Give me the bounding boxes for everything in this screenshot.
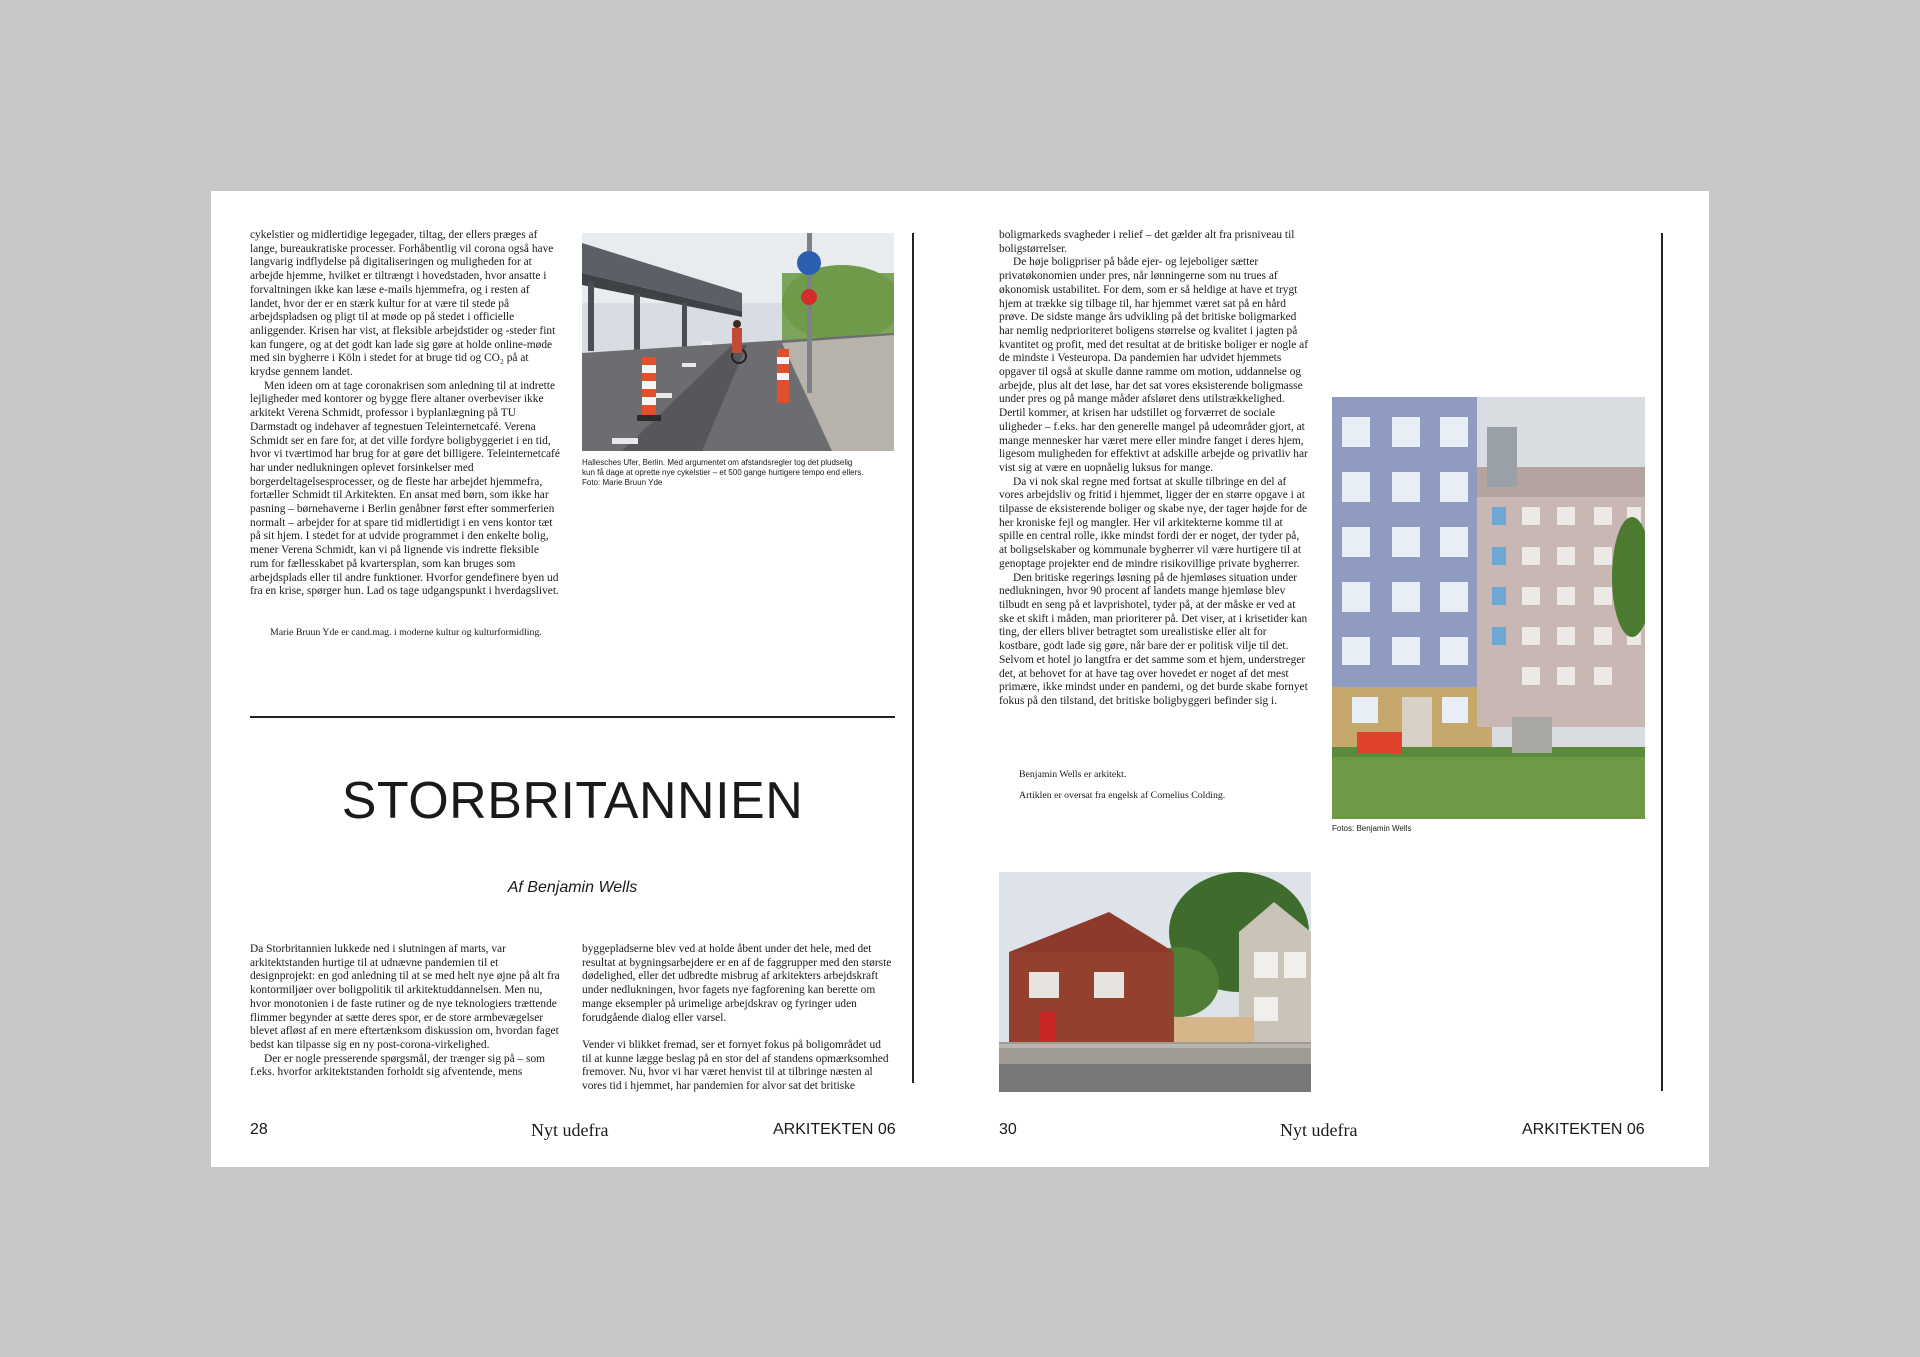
article-headline: STORBRITANNIEN [341,772,804,830]
magazine-title: ARKITEKTEN 06 [1522,1121,1645,1138]
author-note: Marie Bruun Yde er cand.mag. i moderne kultur og kulturformidling. [270,627,542,638]
left-column-text [250,229,560,599]
column-divider [912,233,914,1083]
page-number: 28 [250,1121,268,1138]
page-number: 30 [999,1121,1017,1138]
paragraph: boligmarkeds svagheder i relief – det gælder alt fra prisniveau til boligstørrelser. [999,229,1295,255]
paragraph: Den britiske regerings løsning på de hjemløses situation under nedlukningen, hvor 90 procent af landets mange hjemløse blev tilbudt en seng på et lavprishotel, tyder på, at der måske er ved at ske et skift i måden, man prioriterer på. Det viser, at i krisetider kan ting, der ellers bliver betragtet som urealistiske eller alt for kostbare, godt lade sig gøre, når bare der er politisk vilje til det. Selvom et hotel jo langtfra er det samme som et hjem, understreger det, at behovet for at have tag over hovedet er noget af det mest primære, ikke mindst under en pandemi, og det burde skabe fornyet fokus på den tilstand, det britiske boligbyggeri befinder sig i. [999,571,1308,707]
article-column-1 [250,943,560,1093]
photo-berlin-cycle-lane [582,233,894,451]
translation-note: Artiklen er oversat fra engelsk af Cornelius Colding. [1019,790,1226,801]
paragraph: Da vi nok skal regne med fortsat at skulle tilbringe en del af vores arbejdsliv og fritid i hjemmet, ligger der en større opgave i at tilpasse de eksisterende boliger og skabe nye, der tager højde for de her kroniske fejl og mangler. Her vil arkitekterne komme til at spille en central rolle, ikke mindst fordi der er noget, der tyder på, at boligselskaber og kommunale bygherrer vil være hurtigere til at genoptage projekter end de mindre risikovillige private bygherrer. [999,475,1308,570]
right-column-text [999,229,1309,709]
article-byline: Af Benjamin Wells [507,879,638,896]
section-title: Nyt udefra [531,1120,609,1140]
caption-line: Hallesches Ufer, Berlin. Med argumentet om afstandsregler tog det pludselig [582,458,853,467]
magazine-title: ARKITEKTEN 06 [773,1121,896,1138]
paragraph: Der er nogle presserende spørgsmål, der trænger sig på – som f.eks. hvorfor arkitektstanden forholdt sig afventende, mens [250,1052,546,1079]
magazine-spread [211,191,1709,1167]
paragraph: cykelstier og midlertidige legegader, tiltag, der ellers præges af lange, bureaukratiske processer. Forhåbentlig vil corona også have langvarig indflydelse på digitaliseringen og muligheden for at arbejde hjemme, hvilket er tiltrængt i hovedstaden, hvor ansatte i forvaltningen ikke kan læse e-mails hjemmefra, og i resten af landet, hvor der er en stærk kultur for at være til stede på arbejdspladsen og pligt til at møde op på stedet i officielle anliggender. Krisen har vist, at fleksible arbejdstider og -steder fint kan fungere, og at det godt kan lade sig gøre at holde online-møde med sin bygherre i Köln i stedet for at bruge tid og CO₂ på at krydse gennem landet. [250,229,556,379]
photo-credit: Fotos: Benjamin Wells [1332,824,1412,833]
section-title: Nyt udefra [1280,1120,1358,1140]
paragraph: Vender vi blikket fremad, ser et fornyet fokus på boligområdet ud til at kunne lægge beslag på en stor del af standens opmærksomhed fremover. Nu, hvor vi har været henvist til at tilbringe næsten al vores tid i hjemmet, har pandemien for alvor sat det britiske [582,1038,889,1093]
author-note: Benjamin Wells er arkitekt. [1019,769,1127,780]
photo-uk-terraced-houses [999,872,1311,1092]
paragraph: De høje boligpriser på både ejer- og lejeboliger sætter privatøkonomien under pres, når lønningerne som nu trues af økonomisk ustabilitet. For dem, som er så heldige at have et trygt hjem at trække sig tilbage til, har hjemmet været sat på en hård prøve. De sidste mange års udvikling på det britiske boligmarked har nemlig nedprioriteret boligens størrelse og kvalitet i jagten på kvantitet og profit, med det resultat at de britiske boliger er nogle af de mindste i Vesteuropa. Da pandemien har udvidet hjemmets opgaver til også at skulle danne ramme om motion, uddannelse og arbejde, plus alt det løse, har det sat vores eksisterende boligmasse under pres og på mange måder afsløret dens utilstrækkelighed. Dertil kommer, at krisen har udstillet og forværret de sociale uligheder – f.eks. har den generelle mangel på udeområder gjort, at mange mennesker har været mere eller mindre fanget i deres hjem, ligesom muligheden for effektivt at adskille arbejde og privatliv har vist sig at være en uopnåelig luksus for mange. [999,256,1309,474]
paragraph: byggepladserne blev ved at holde åbent under det hele, med det resultat at bygningsarbejdere er en af de faggrupper med den største dødelighed, eller det udbredte misbrug af arkitekters arbejdskraft under nedlukningen, hvor fagets nye fagforening kan berette om mange eksempler på urimelige arbejdskrav og fyringer uden forudgående dialog eller varsel. [582,943,892,1024]
section-divider [250,716,895,718]
article-column-2 [582,943,892,1093]
paragraph: Men ideen om at tage coronakrisen som anledning til at indrette lejligheder med kontorer og bygge flere altaner overbeviser ikke arkitekt Verena Schmidt, professor i byplanlægning på TU Darmstadt og indehaver af tegnestuen Teleinternetcafé. Verena Schmidt ser en fare for, at det ville fordyre boligbyggeriet i en tid, hvor vi tværtimod har brug for at gøre det billigere. Teleinternetcafé har under nedlukningen oplevet forsinkelser med borgerdeltagelsesprocesser, og de fleste har arbejdet hjemmefra, fortæller Schmidt til Arkitekten. En ansat med børn, som ikke har pasning – børnehaverne i Berlin genåbner først efter sommerferien normalt – arbejder for at spare tid midlertidigt i en vens kontor tæt på sit hjem. I stedet for at udvide programmet i den enkelte bolig, mener Verena Schmidt, kan vi på lignende vis indrette fleksible rum for fællesskabet på kvartersplan, som kan bruges som arbejdsplads eller til andre funktioner. Hvorfor gendefinere byen ud fra en krise, spørger hun. Lad os tage udgangspunkt i hverdagslivet. [250,379,560,598]
caption-line: Foto: Marie Bruun Yde [582,478,663,487]
photo-uk-housing-blocks [1332,397,1645,819]
column-divider [1661,233,1663,1091]
paragraph: Da Storbritannien lukkede ned i slutningen af marts, var arkitektstanden hurtige til at udnævne pandemien til et designprojekt: en god anledning til at se med helt nye øjne på alt fra kontormiljøer over boligpolitik til arkitektuddannelsen. Men nu, hvor monotonien i de faste rutiner og de nye teknologiers trættende flimmer begynder at sætte deres spor, er de store armbevægelser blevet afløst af en mere eftertænksom diskussion om, hvordan faget bedst kan tilpasse sig en ny post-corona-virkelighed. [250,943,560,1051]
photo-caption [582,458,902,488]
caption-line: kun få dage at oprette nye cykelstier – et 500 gange hurtigere tempo end ellers. [582,468,864,477]
